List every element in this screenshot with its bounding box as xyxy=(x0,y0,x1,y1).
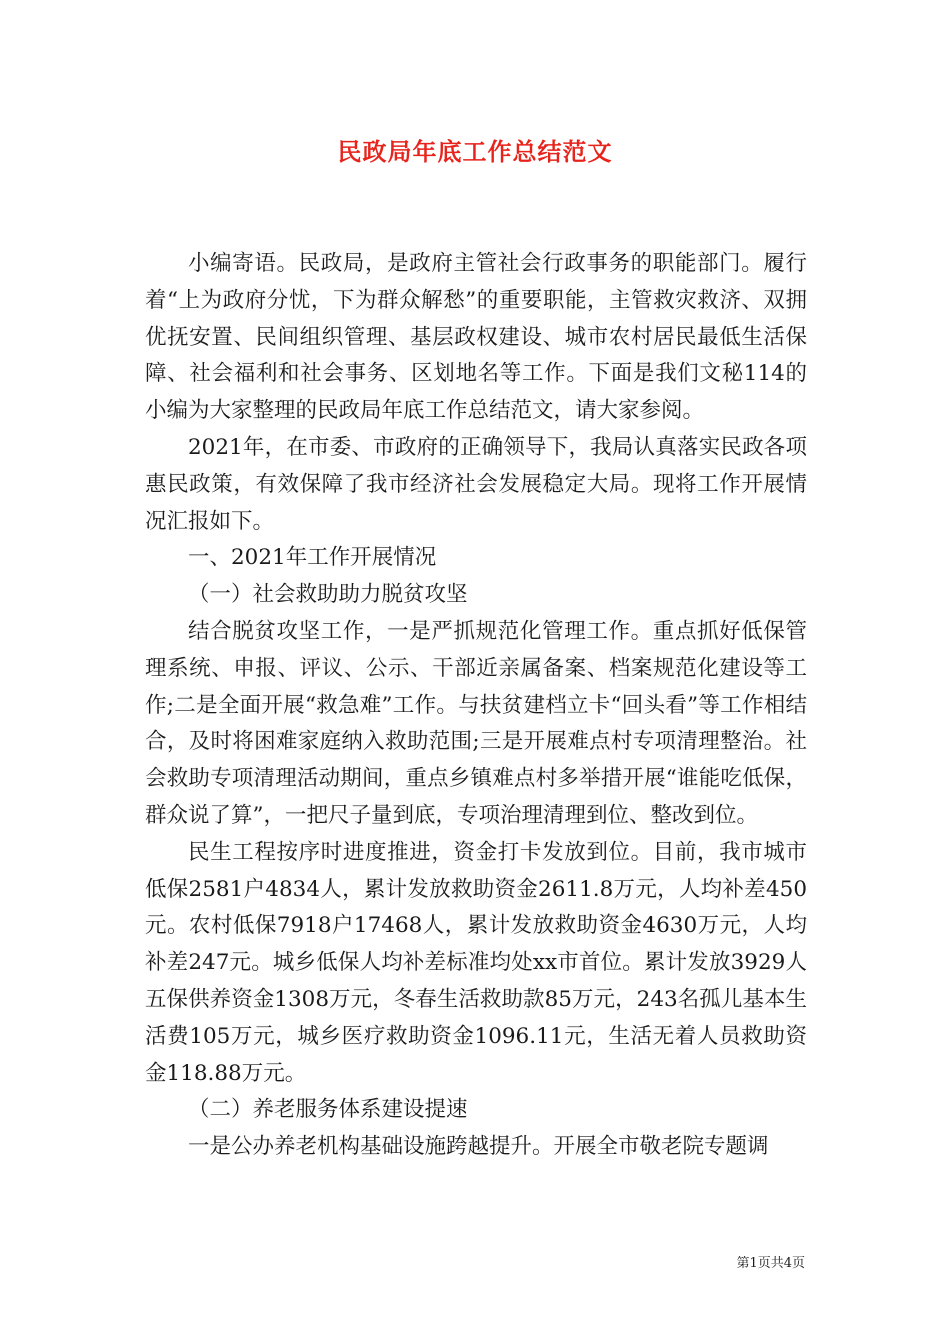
subsection-heading: （二）养老服务体系建设提速 xyxy=(188,1097,468,1123)
subsection-heading: （一）社会救助助力脱贫攻坚 xyxy=(188,582,468,608)
section-heading: 一、2021年工作开展情况 xyxy=(188,545,437,571)
paragraph: 小编寄语。民政局，是政府主管社会行政事务的职能部门。履行着“上为政府分忧，下为群众解愁”的重要职能，主管救灾救济、双拥优抚安置、民间组织管理、基层政权建设、城市农村居民最低生活保障、社会福利和社会事务、区划地名等工作。下面是我们文秘114的小编为大家整理的民政局年底工作总结范文，请大家参阅。 xyxy=(145,251,807,424)
paragraph: 一是公办养老机构基础设施跨越提升。开展全市敬老院专题调 xyxy=(188,1134,769,1160)
document-title: 民政局年底工作总结范文 xyxy=(337,138,613,166)
document-body xyxy=(145,246,807,1166)
paragraph: 结合脱贫攻坚工作，一是严抓规范化管理工作。重点抓好低保管理系统、申报、评议、公示、干部近亲属备案、档案规范化建设等工作;二是全面开展“救急难”工作。与扶贫建档立卡“回头看”等工作相结合，及时将困难家庭纳入救助范围;三是开展难点村专项清理整治。社会救助专项清理活动期间，重点乡镇难点村多举措开展“谁能吃低保，群众说了算”，一把尺子量到底，专项治理清理到位、整改到位。 xyxy=(145,618,807,828)
paragraph: 2021年，在市委、市政府的正确领导下，我局认真落实民政各项惠民政策，有效保障了我市经济社会发展稳定大局。现将工作开展情况汇报如下。 xyxy=(145,434,807,534)
paragraph: 民生工程按序时进度推进，资金打卡发放到位。目前，我市城市低保2581户4834人，累计发放救助资金2611.8万元，人均补差450元。农村低保7918户17468人，累计发放救助资金4630万元，人均补差247元。城乡低保人均补差标准均处xx市首位。累计发放3929人五保供养资金1308万元，冬春生活救助款85万元，243名孤儿基本生活费105万元，城乡医疗救助资金1096.11元，生活无着人员救助资金118.88万元。 xyxy=(145,839,807,1086)
page-number: 第1页共4页 xyxy=(736,1256,805,1271)
